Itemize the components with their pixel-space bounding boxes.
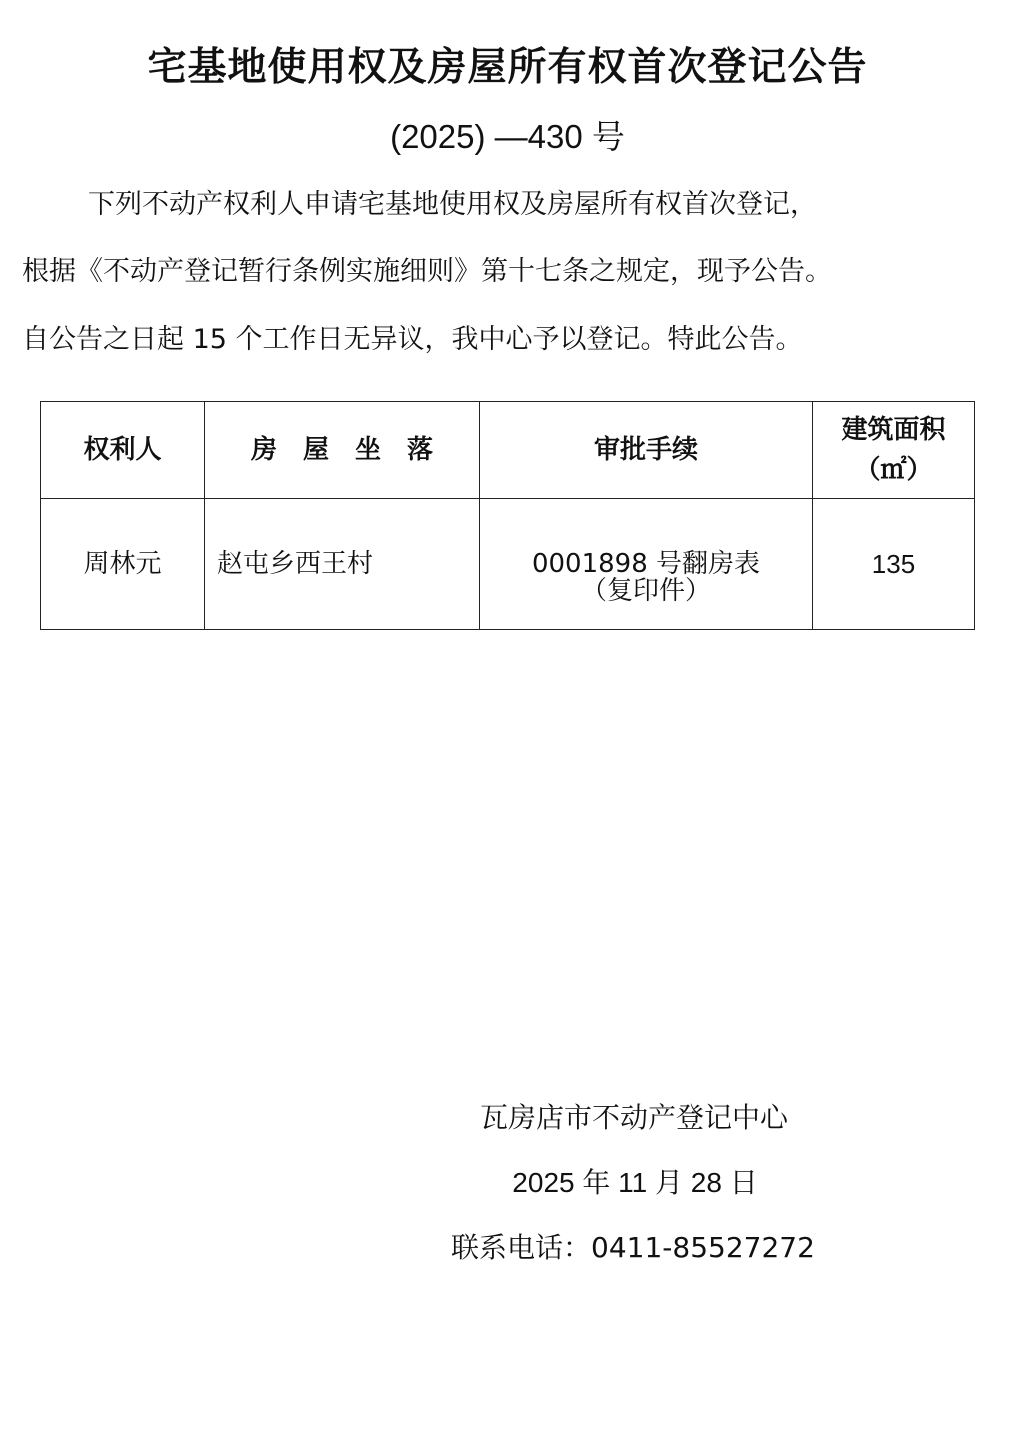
header-area — [813, 402, 975, 499]
header-area-label: 建筑面积 — [841, 415, 946, 445]
notice-paragraph-2: 根据《不动产登记暂行条例实施细则》第十七条之规定，现予公告。 — [22, 256, 832, 287]
notice-paragraph-1: 下列不动产权利人申请宅基地使用权及房屋所有权首次登记， — [88, 189, 817, 220]
footer-organization: 瓦房店市不动产登记中心 — [479, 1101, 788, 1134]
cell-approval-doc: 0001898 号翻房表 — [531, 549, 761, 579]
header-holder: 权利人 — [41, 402, 205, 499]
cell-area: 135 — [813, 499, 975, 630]
table-header-row — [41, 402, 975, 499]
notice-number: (2025) —430 号 — [390, 118, 625, 155]
notice-title: 宅基地使用权及房屋所有权首次登记公告 — [147, 45, 868, 90]
header-area-unit: （㎡） — [854, 455, 933, 485]
cell-holder: 周林元 — [41, 499, 205, 630]
header-location: 房 屋 坐 落 — [205, 402, 480, 499]
registration-table — [40, 401, 975, 630]
table-row — [41, 499, 975, 630]
cell-approval — [480, 499, 813, 630]
cell-location: 赵屯乡西王村 — [205, 499, 480, 630]
cell-approval-note: （复印件） — [580, 576, 711, 606]
footer-phone: 联系电话：0411-85527272 — [451, 1231, 815, 1264]
notice-paragraph-3: 自公告之日起 15 个工作日无异议，我中心予以登记。特此公告。 — [22, 324, 803, 355]
header-approval: 审批手续 — [480, 402, 813, 499]
footer-date: 2025 年 11 月 28 日 — [512, 1167, 758, 1198]
